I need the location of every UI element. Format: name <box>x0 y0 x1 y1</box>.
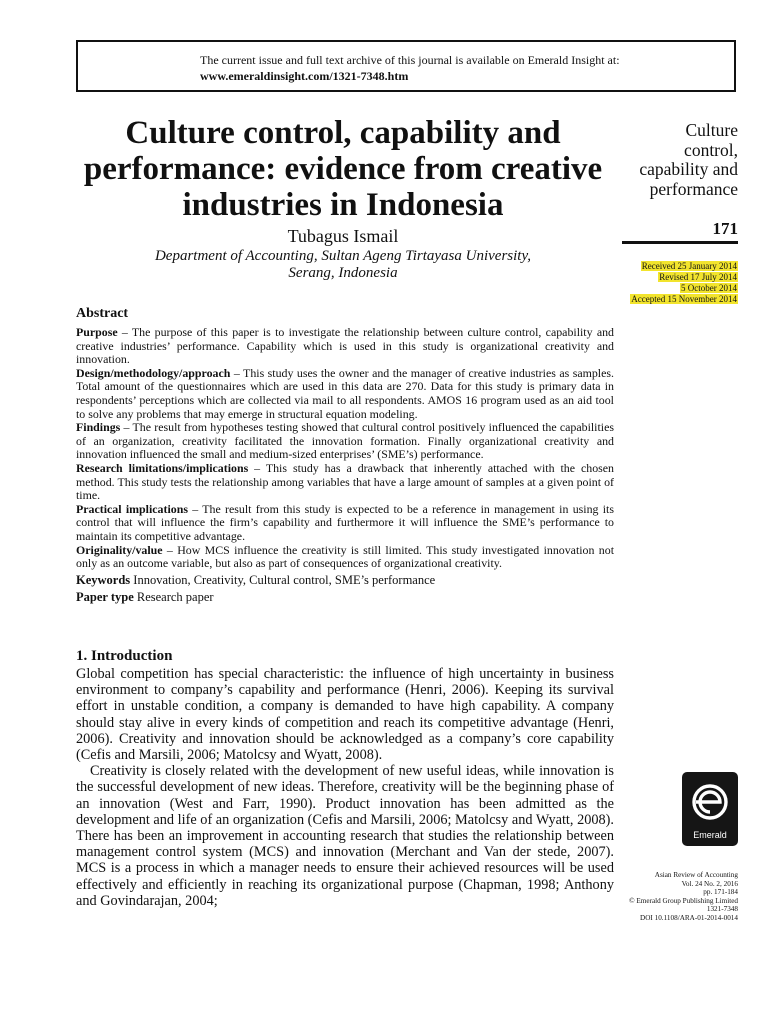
abstract-design <box>76 367 614 421</box>
running-title <box>610 121 738 199</box>
date-accepted: Accepted 15 November 2014 <box>631 294 737 304</box>
journal-url-link[interactable]: www.emeraldinsight.com/1321-7348.htm <box>200 69 409 83</box>
page-number: 171 <box>712 219 738 238</box>
date-revised-2: 5 October 2014 <box>681 283 737 293</box>
article-history-dates <box>610 261 738 305</box>
keywords-label: Keywords <box>76 572 131 587</box>
section-text: – The result from hypotheses testing showed that cultural control positively influenced the capabilities of an organization, creativity facilitated the innovation formation. Finally organizational creativity and innovation influenced the small and medium-sized enterprises’ (SME’s) performance. <box>76 420 614 462</box>
section-label: Originality/value <box>76 542 163 557</box>
journal-line: Asian Review of Accounting <box>654 871 738 879</box>
journal-info <box>610 871 738 923</box>
article-title: Culture control, capability and performance: evidence from creative industries in Indonesia <box>83 115 603 223</box>
abstract-section <box>76 306 614 605</box>
introduction-heading: 1. Introduction <box>76 648 173 664</box>
section-text: – The purpose of this paper is to investigate the relationship between culture control, capability and creative industries’ performance. Capability which is used in this study is organizational creativity and innovation. <box>76 325 614 367</box>
section-label: Purpose <box>76 325 118 339</box>
journal-line: DOI 10.1108/ARA-01-2014-0014 <box>640 913 738 922</box>
section-text: – The result from this study is expected to be a reference in management in using its control that will influence the firm’s capability and furthermore it will influence the SME’s performance to maintain its competitive advantage. <box>76 501 614 543</box>
abstract-originality <box>76 544 614 571</box>
emerald-logo <box>682 772 738 846</box>
logo-text: Emerald <box>693 830 727 840</box>
paper-type-text: Research paper <box>133 589 214 604</box>
abstract-practical <box>76 503 614 544</box>
intro-paragraph: Global competition has special characteristic: the influence of high uncertainty in business environment to company’s capability and performance (Henri, 2006). Keeping its survival effort in unstable condition, a company is demanded to have high capability. A company should stay alive in every kinds of competition and reach its competitive advantage (Henri, 2006). Creativity and innovation should be acknowledged as a company’s core capability (Cefis and Marsili, 2006; Matolcsy and Wyatt, 2008). <box>76 666 614 764</box>
author-affiliation <box>76 248 610 282</box>
archive-notice-text: The current issue and full text archive of this journal is available on Emerald Insight at: <box>200 53 620 67</box>
intro-paragraph: Creativity is closely related with the development of new useful ideas, while innovation is the successful development of new ideas. Therefore, creativity will be the beginning phase of an innovation (West and Farr, 1990). Product innovation has been admitted as the development and life of an organization (Cefis and Marsili, 2006; Matolcsy and Wyatt, 2008). There has been an improvement in accounting research that studies the relationship between management control system (MCS) and innovation (Merchant and Van der stede, 2007). MCS is a process in which a manager needs to ensure their achieved resources will be used effectively and efficiently in reaching its organizational purpose (Chapman, 1998; Anthony and Govindarajan, 2004; <box>76 763 614 909</box>
page-number-rule <box>622 241 738 244</box>
running-title-line: control, <box>684 139 738 160</box>
abstract-findings <box>76 421 614 462</box>
paper-type-label: Paper type <box>76 589 134 604</box>
abstract-limitations <box>76 462 614 503</box>
running-title-line: Culture <box>685 120 738 140</box>
section-label: Findings <box>76 420 121 435</box>
journal-line: © Emerald Group Publishing Limited <box>629 896 738 905</box>
date-received: Received 25 January 2014 <box>641 261 737 271</box>
running-title-line: capability and <box>639 159 738 179</box>
section-text: – This study has a drawback that inherently attached with the chosen method. This study tests the relationship among variables that have a large amount of samples at a given point of time. <box>76 460 614 503</box>
journal-line: Vol. 24 No. 2, 2016 <box>681 879 738 888</box>
date-revised: Revised 17 July 2014 <box>659 272 737 282</box>
abstract-purpose <box>76 326 614 367</box>
abstract-heading: Abstract <box>76 306 129 321</box>
section-text: – How MCS influence the creativity is still limited. This study investigated innovation not only as an outcome variable, but also as part of consequences of organizational creativity. <box>76 542 614 571</box>
paper-type <box>76 590 614 605</box>
archive-notice-box <box>76 40 736 92</box>
affiliation-line: Department of Accounting, Sultan Ageng Tirtayasa University, <box>154 248 532 264</box>
section-label: Research limitations/implications <box>76 460 249 475</box>
running-title-line: performance <box>649 178 738 199</box>
keywords <box>76 573 614 588</box>
journal-line: 1321-7348 <box>706 905 738 914</box>
journal-line: pp. 171-184 <box>703 888 738 897</box>
section-label: Design/methodology/approach <box>76 365 231 380</box>
affiliation-line: Serang, Indonesia <box>288 265 398 281</box>
introduction-section <box>76 648 614 909</box>
section-label: Practical implications <box>76 501 188 516</box>
emerald-e-icon <box>690 778 730 824</box>
section-text: – This study uses the owner and the manager of creative industries as samples. Total amount of the questionnaires which are used in this data are 270. Data for this study is primary data in respondents’ perceptions which are collected via mail to all respondents. AMOS 16 program used as an aid tool to solve any problems that may emerge in structural equation modeling. <box>76 365 614 421</box>
keywords-text: Innovation, Creativity, Cultural control, SME’s performance <box>130 572 436 587</box>
author-name: Tubagus Ismail <box>287 226 399 246</box>
